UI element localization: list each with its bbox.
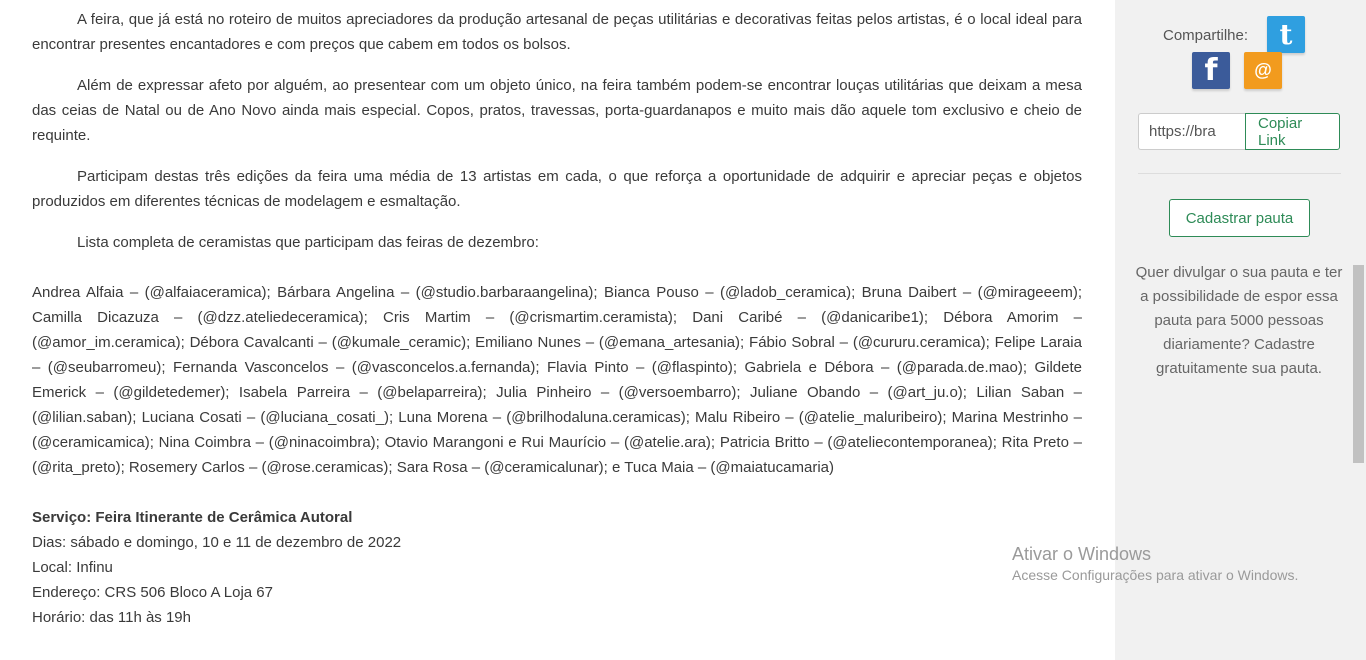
scrollbar-thumb[interactable] [1353,265,1364,463]
paragraph-lista: Lista completa de ceramistas que participam das feiras de dezembro: [77,234,539,251]
watermark-subtitle: Acesse Configurações para ativar o Windows. [1012,567,1299,583]
share-link-group [1138,113,1340,150]
windows-activation-watermark [1012,543,1298,585]
promo-text: Quer divulgar o sua pauta e ter a possibilidade de espor essa pauta para 5000 pessoas diariamente? Cadastre gratuitamente sua pauta. [1135,264,1343,377]
service-title: Serviço: Feira Itinerante de Cerâmica Autoral [32,509,353,526]
watermark-title: Ativar o Windows [1012,544,1152,564]
email-icon[interactable]: @ [1244,52,1282,89]
paragraph-participam: Participam destas três edições da feira uma média de 13 artistas em cada, o que reforça a oportunidade de adquirir e apreciar peças e objetos produzidos em diferentes técnicas de modelagem e esmaltação. [32,168,1082,210]
artist-list: Andrea Alfaia – (@alfaiaceramica); Bárbara Angelina – (@studio.barbaraangelina); Bianca Pouso – (@ladob_ceramica); Bruna Daibert – (@mirageeem); Camilla Dicazuza – (@dzz.ateliedeceramica); Cris Martim – (@crismartim.ceramista); Dani Caribé – (@danicaribe1); Débora Amorim – (@amor_im.ceramica); Débora Cavalcanti – (@kumale_ceramic); Emiliano Nunes – (@emana_artesania); Fábio Sobral – (@cururu.ceramica); Felipe Laraia – (@seubarromeu); Fernanda Vasconcelos – (@vasconcelos.a.fernanda); Flavia Pinto – (@flaspinto); Gabriela e Débora – (@parada.de.mao); Gildete Emerick – (@gildetedemer); Isabela Parreira – (@belaparreira); Julia Pinheiro – (@versoembarro); Juliane Obando – (@art_ju.o); Lilian Saban – (@lilian.saban); Luciana Cosati – (@luciana_cosati_); Luna Morena – (@brilhodaluna.ceramicas); Malu Ribeiro – (@atelie_maluribeiro); Marina Mestrinho – (@ceramicamica); Nina Coimbra – (@ninacoimbra); Otavio Marangoni e Rui Maurício – (@atelie.ara); Patricia Britto – (@ateliecontemporanea); Rita Preto – (@rita_preto); Rosemery Carlos – (@rose.ceramicas); Sara Rosa – (@ceramicalunar); e Tuca Maia – (@maiatucamaria) [32,284,1082,476]
service-days: Dias: sábado e domingo, 10 e 11 de dezembro de 2022 [32,534,402,551]
service-hours: Horário: das 11h às 19h [32,609,191,626]
paragraph-afeto: Além de expressar afeto por alguém, ao presentear com um objeto único, na feira também podem-se encontrar louças utilitárias que deixam a mesa das ceias de Natal ou de Ano Novo ainda mais especial. Copos, pratos, travessas, porta-guardanapos e muito mais dão aquele tom exclusivo e cheio de requinte. [32,77,1082,144]
page-scrollbar[interactable] [1351,0,1366,660]
tumblr-icon[interactable]: t [1267,16,1305,53]
article-body [32,0,1082,630]
share-link-input[interactable] [1138,113,1245,150]
share-label: Compartilhe: [1163,27,1249,44]
sidebar-divider [1138,173,1341,174]
facebook-icon[interactable]: f [1192,52,1230,89]
cadastrar-pauta-button[interactable]: Cadastrar pauta [1169,199,1310,237]
service-location: Local: Infinu [32,559,113,576]
paragraph-feira: A feira, que já está no roteiro de muitos apreciadores da produção artesanal de peças utilitárias e decorativas feitas pelos artistas, é o local ideal para encontrar presentes encantadores e com preços que cabem em todos os bolsos. [32,11,1082,53]
service-address: Endereço: CRS 506 Bloco A Loja 67 [32,584,273,601]
copy-link-button[interactable]: Copiar Link [1245,113,1340,150]
